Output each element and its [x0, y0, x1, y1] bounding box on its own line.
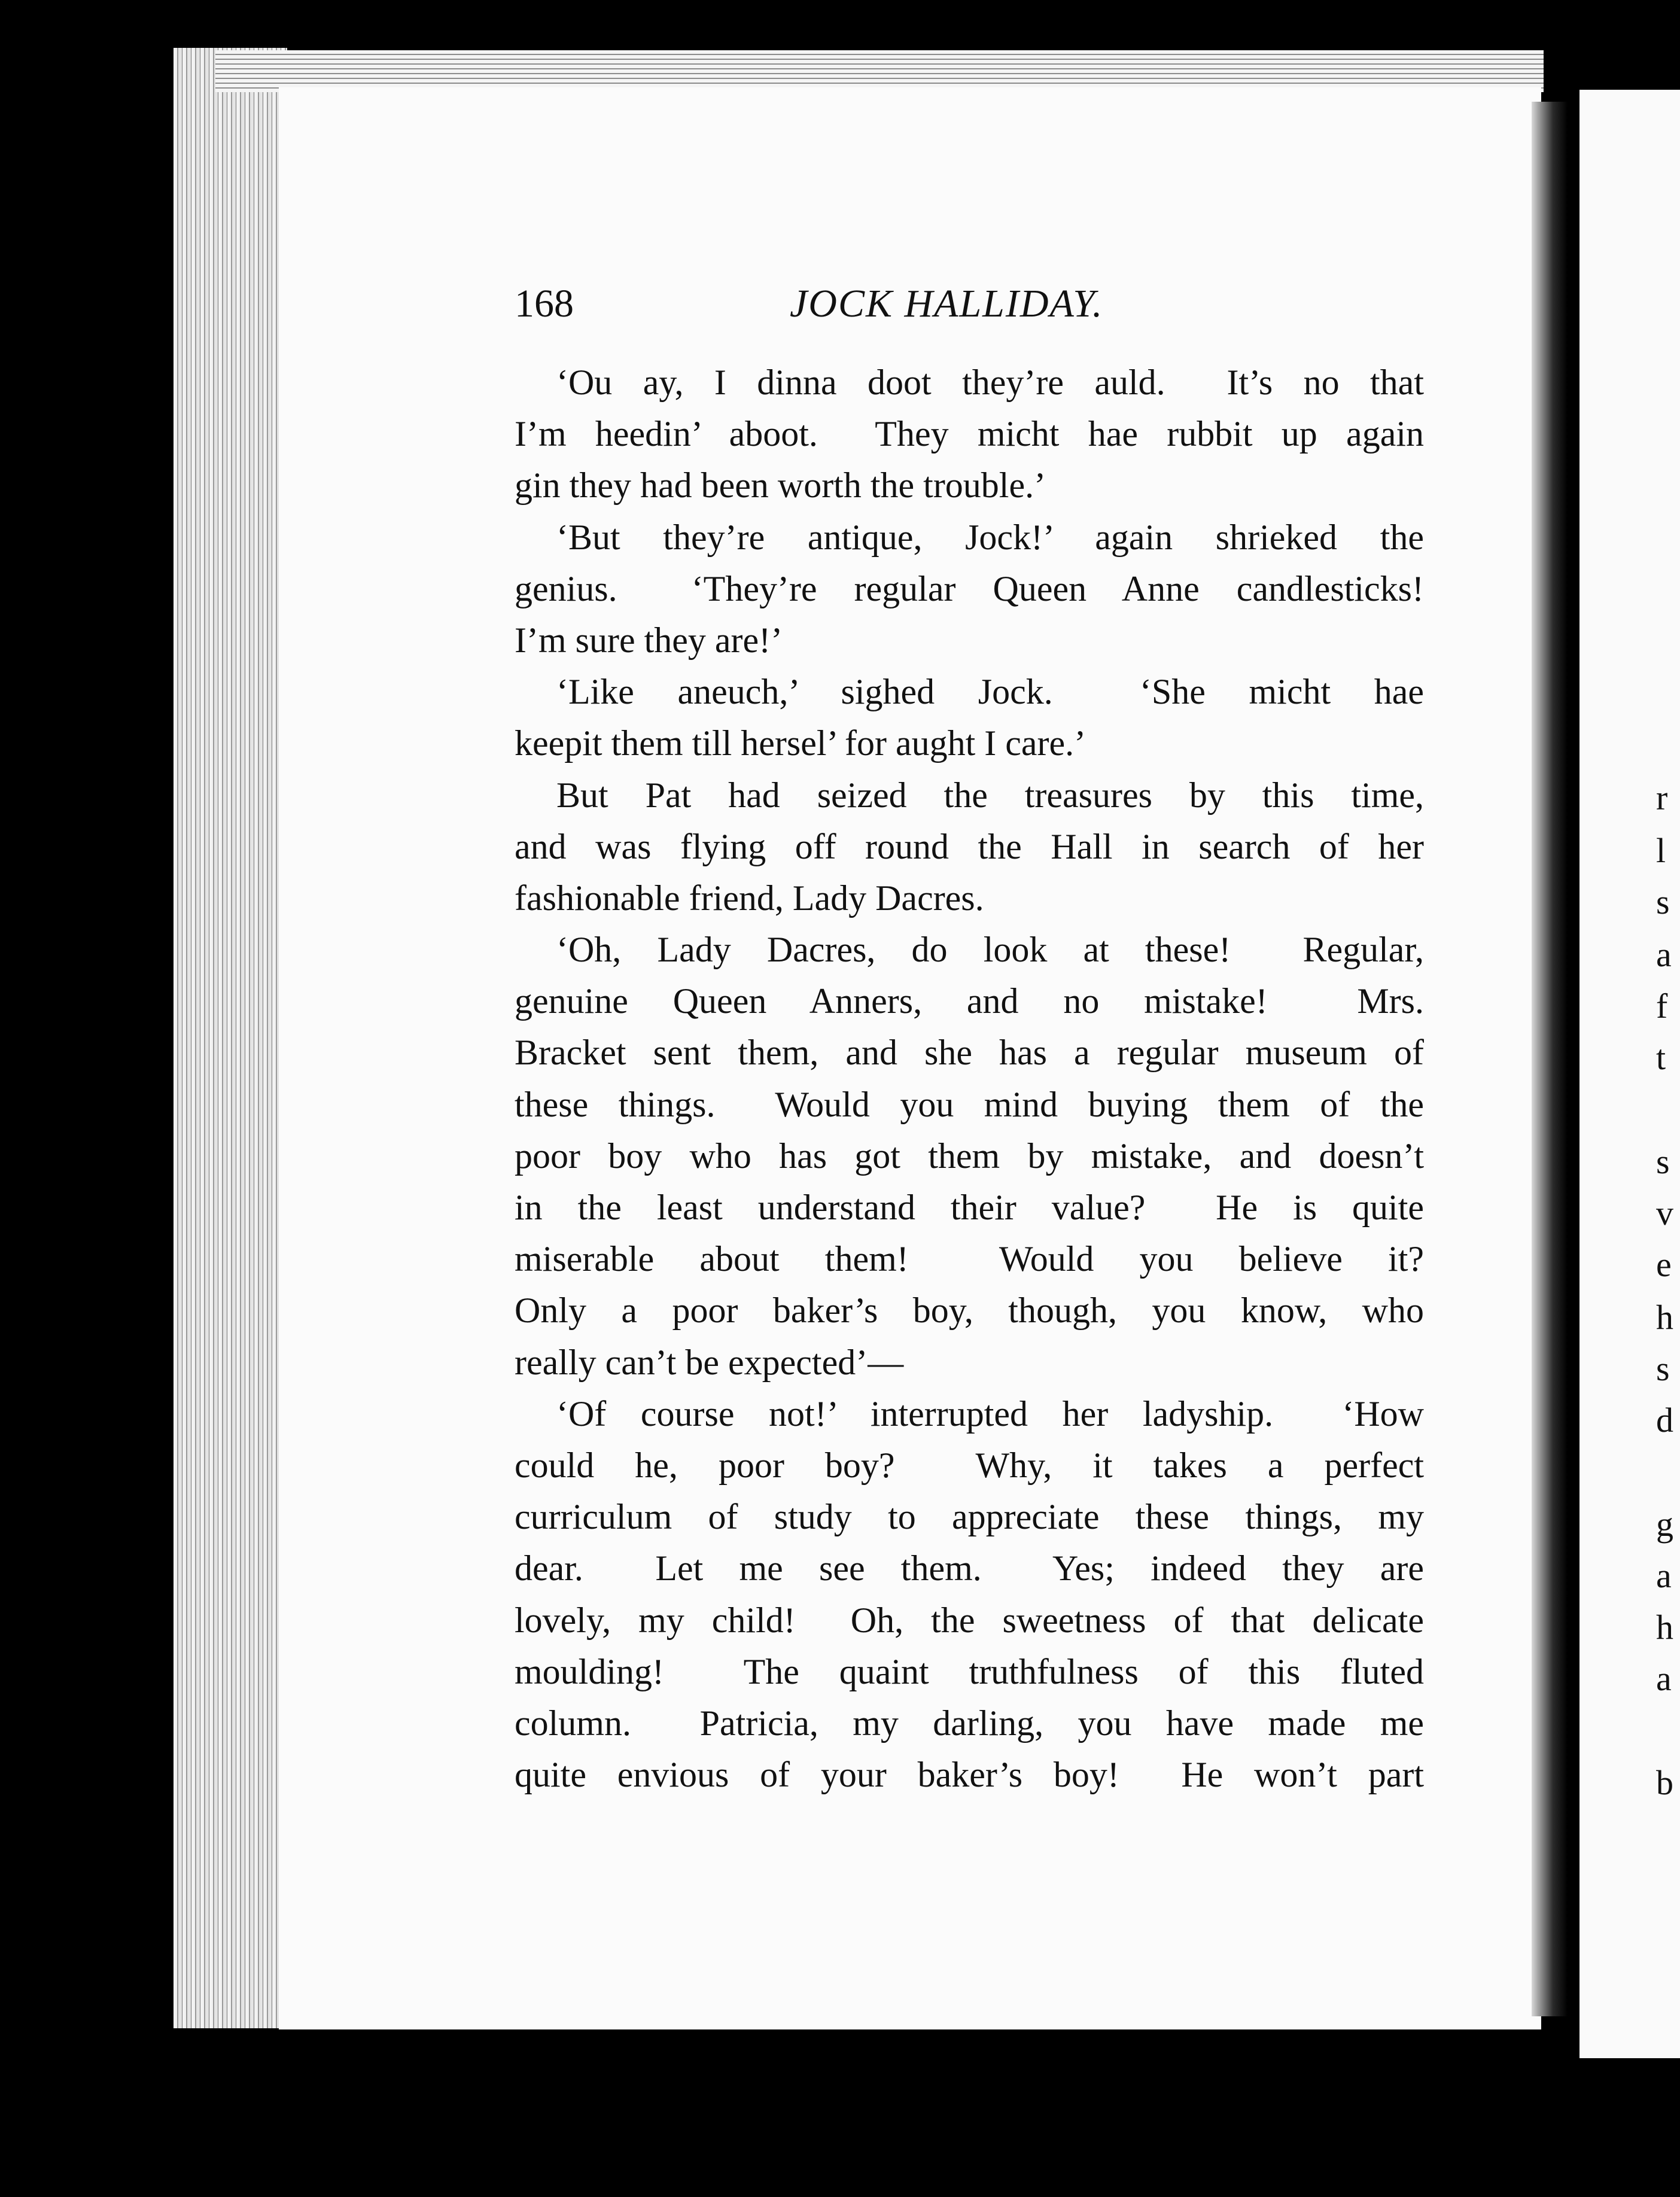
facing-page-fragment: v	[1656, 1194, 1673, 1233]
text-line: ‘Ou ay, I dinna doot they’re auld. It’s no that	[556, 363, 1424, 402]
text-line: lovely, my child! Oh, the sweetness of that delicate	[515, 1600, 1424, 1640]
facing-page-fragment: a	[1656, 1659, 1672, 1698]
facing-page-fragment: e	[1656, 1245, 1672, 1284]
text-line: miserable about them! Would you believe it?	[515, 1239, 1424, 1279]
text-line: in the least understand their value? He is quite	[515, 1188, 1424, 1227]
facing-page-fragment: s	[1656, 1349, 1670, 1388]
page-number: 168	[515, 282, 574, 325]
text-line: genius. ‘They’re regular Queen Anne candlesticks!	[515, 568, 1424, 608]
text-line: keepit them till hersel’ for aught I care.’	[515, 723, 1086, 763]
running-title: JOCK HALLIDAY.	[790, 282, 1104, 325]
text-line: column. Patricia, my darling, you have made me	[515, 1703, 1424, 1743]
text-line: fashionable friend, Lady Dacres.	[515, 878, 984, 918]
facing-page-fragment: b	[1656, 1763, 1673, 1802]
gutter-shadow	[1532, 102, 1568, 2016]
text-line: Bracket sent them, and she has a regular museum of	[515, 1033, 1424, 1073]
facing-page-fragment: a	[1656, 935, 1672, 974]
body-text	[515, 357, 1424, 1800]
facing-page-fragment: a	[1656, 1556, 1672, 1595]
facing-page-text	[1656, 0, 1680, 2197]
text-line: ‘Oh, Lady Dacres, do look at these! Regular,	[556, 930, 1424, 970]
page-edges-top	[215, 50, 1544, 92]
facing-page-fragment: s	[1656, 1142, 1670, 1181]
facing-page-fragment: d	[1656, 1401, 1673, 1440]
facing-page-fragment: g	[1656, 1505, 1673, 1544]
text-line: ‘Of course not!’ interrupted her ladyship. ‘How	[556, 1393, 1424, 1434]
text-line: I’m heedin’ aboot. They micht hae rubbit up again	[515, 414, 1424, 454]
text-line: could he, poor boy? Why, it takes a perfect	[515, 1445, 1424, 1485]
text-line: dear. Let me see them. Yes; indeed they are	[515, 1548, 1424, 1589]
text-line: ‘But they’re antique, Jock!’ again shrieked the	[556, 517, 1424, 557]
facing-page-fragment: f	[1656, 987, 1668, 1026]
facing-page-fragment: h	[1656, 1298, 1673, 1337]
text-line: poor boy who has got them by mistake, and doesn’t	[515, 1136, 1424, 1176]
facing-page-fragment: s	[1656, 883, 1670, 921]
text-line: genuine Queen Anners, and no mistake! Mrs.	[515, 981, 1424, 1021]
facing-page-fragment: r	[1656, 778, 1668, 817]
text-line: really can’t be expected’—	[515, 1342, 904, 1382]
facing-page-fragment: h	[1656, 1608, 1673, 1647]
facing-page-fragment: l	[1656, 831, 1666, 870]
page-edges-stack	[174, 48, 287, 2028]
text-line: and was flying off round the Hall in search of her	[515, 826, 1424, 866]
text-line: ‘Like aneuch,’ sighed Jock. ‘She micht hae	[556, 672, 1424, 712]
text-line: Only a poor baker’s boy, though, you know, who	[515, 1291, 1424, 1331]
text-line: I’m sure they are!’	[515, 620, 783, 660]
facing-page-fragment: t	[1656, 1038, 1666, 1077]
text-line: these things. Would you mind buying them of the	[515, 1084, 1424, 1124]
text-line: quite envious of your baker’s boy! He won’t part	[515, 1755, 1424, 1795]
text-line: curriculum of study to appreciate these things, my	[515, 1497, 1424, 1537]
text-line: gin they had been worth the trouble.’	[515, 465, 1046, 506]
text-line: But Pat had seized the treasures by this time,	[556, 775, 1424, 815]
page-header	[515, 281, 1424, 329]
text-line: moulding! The quaint truthfulness of this fluted	[515, 1651, 1424, 1691]
